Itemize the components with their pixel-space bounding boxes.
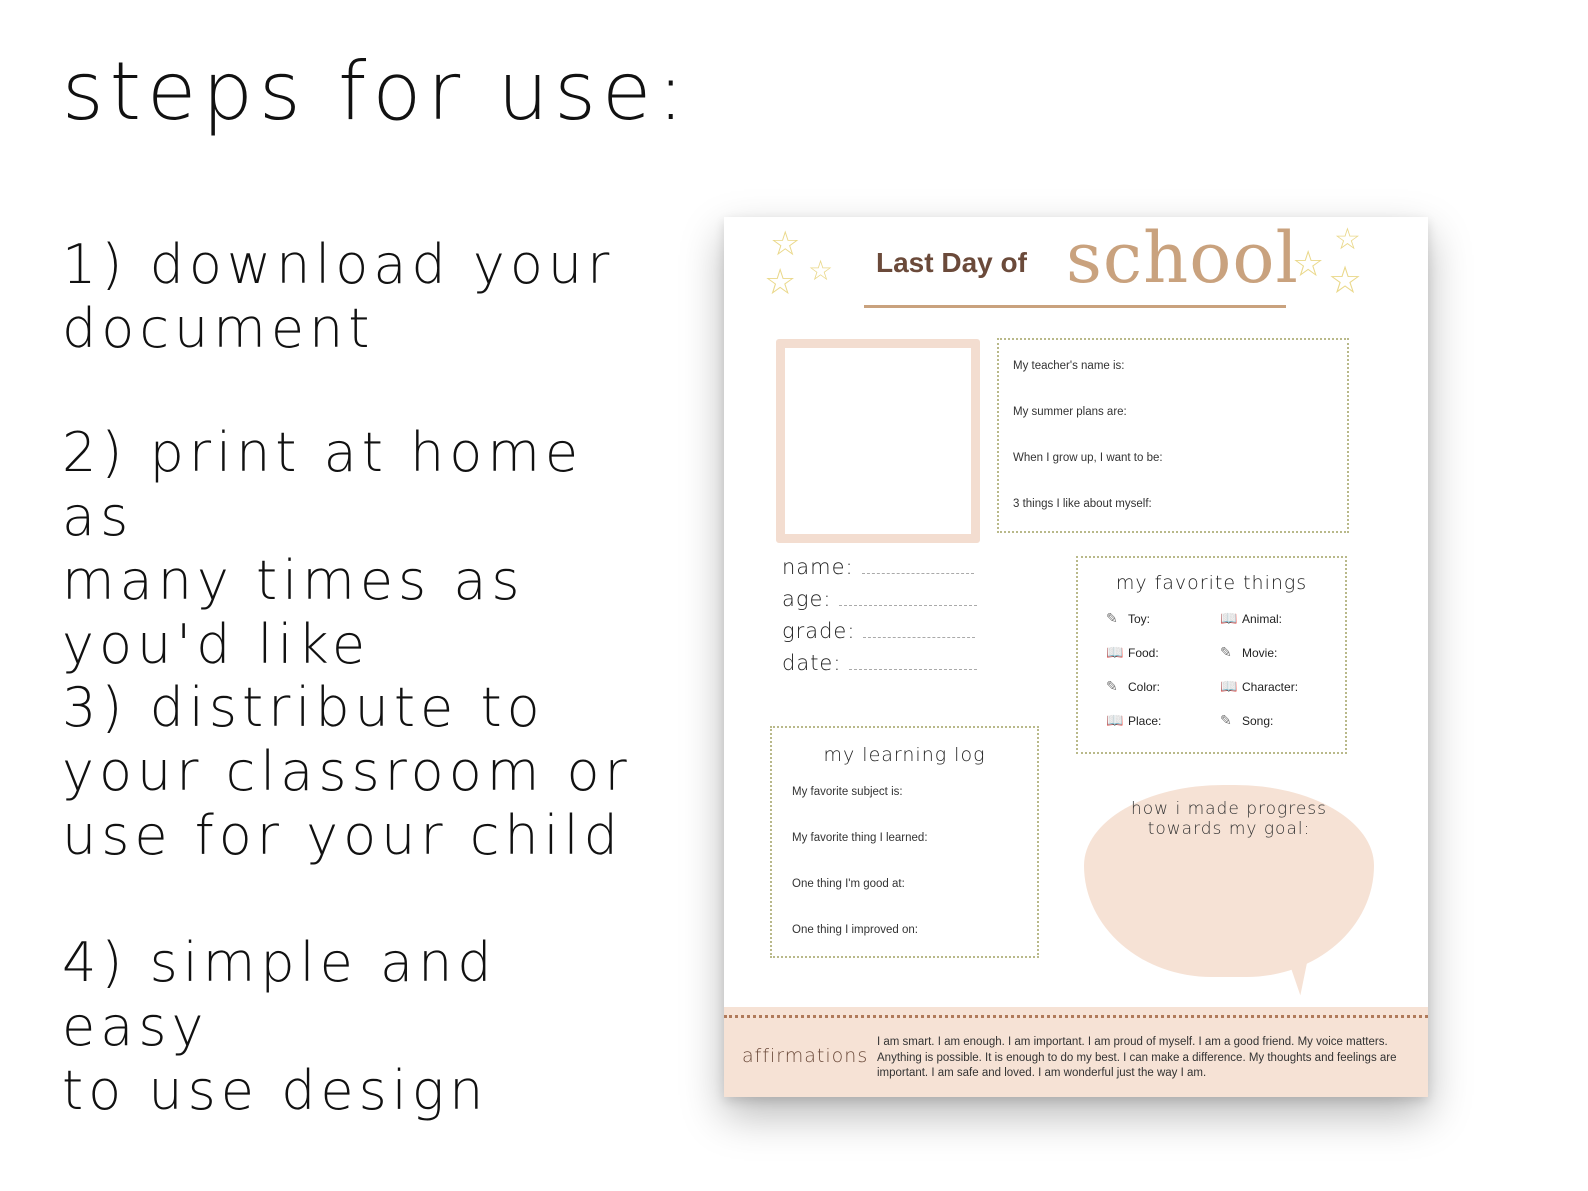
- learning-log-item: One thing I improved on:: [792, 924, 918, 936]
- title-underline: [864, 305, 1286, 308]
- favorite-item: ✎ Color:: [1106, 678, 1161, 694]
- questions-box: [997, 338, 1349, 533]
- book-icon: 📖: [1220, 678, 1238, 694]
- steps-heading: steps for use:: [62, 45, 691, 138]
- question-label: My summer plans are:: [1013, 406, 1127, 418]
- pencil-icon: ✎: [1106, 678, 1118, 694]
- book-icon: 📖: [1106, 712, 1124, 728]
- learning-log-item: My favorite subject is:: [792, 786, 903, 798]
- step-2: 2) print at home as many times as you'd like: [62, 421, 584, 676]
- star-icon: ☆: [1328, 258, 1363, 302]
- star-icon: ☆: [764, 262, 797, 303]
- field-grade: grade:: [782, 619, 975, 643]
- step-4: 4) simple and easy to use design: [62, 931, 497, 1122]
- learning-log-box: [770, 726, 1039, 958]
- question-label: 3 things I like about myself:: [1013, 498, 1152, 510]
- favorites-box: [1076, 556, 1347, 754]
- title-prefix: Last Day of: [876, 247, 1027, 278]
- learning-log-item: One thing I'm good at:: [792, 878, 905, 890]
- star-icon: ☆: [1334, 222, 1361, 257]
- step-3: 3) distribute to your classroom or use for your child: [62, 676, 632, 867]
- star-icon: ☆: [770, 224, 801, 264]
- pencil-icon: ✎: [1106, 610, 1118, 626]
- learning-log-item: My favorite thing I learned:: [792, 832, 928, 844]
- photo-frame: [776, 339, 980, 543]
- question-label: When I grow up, I want to be:: [1013, 452, 1163, 464]
- affirmations-label: affirmations: [742, 1045, 869, 1067]
- star-icon: ☆: [1292, 244, 1325, 285]
- favorite-item: 📖 Character:: [1220, 678, 1299, 694]
- step-1: 1) download your document: [62, 233, 615, 360]
- learning-log-title: my learning log: [823, 744, 986, 766]
- book-icon: 📖: [1106, 644, 1124, 660]
- favorite-item: 📖 Food:: [1106, 644, 1159, 660]
- pencil-icon: ✎: [1220, 712, 1232, 728]
- title-school: school: [1066, 217, 1299, 299]
- favorite-item: ✎ Toy:: [1106, 610, 1151, 626]
- footer-divider: [724, 1015, 1428, 1018]
- favorite-item: 📖 Place:: [1106, 712, 1162, 728]
- book-icon: 📖: [1220, 610, 1238, 626]
- favorite-item: 📖 Animal:: [1220, 610, 1283, 626]
- field-name: name:: [782, 555, 974, 579]
- favorite-item: ✎ Song:: [1220, 712, 1274, 728]
- field-age: age:: [782, 587, 977, 611]
- favorite-item: ✎ Movie:: [1220, 644, 1278, 660]
- worksheet-preview: [724, 217, 1428, 1097]
- field-date: date:: [782, 651, 977, 675]
- progress-prompt: how i made progress towards my goal:: [1130, 799, 1328, 839]
- affirmations-text: I am smart. I am enough. I am important. I am proud of myself. I am a good friend. My voice matters. Anything is possible. It is enough to do my best. I can make a difference. My thoughts and feelings are important. I am safe and loved. I am wonderful just the way I am.: [877, 1036, 1397, 1079]
- pencil-icon: ✎: [1220, 644, 1232, 660]
- question-label: My teacher's name is:: [1013, 360, 1125, 372]
- favorites-title: my favorite things: [1115, 572, 1308, 594]
- star-icon: ☆: [808, 254, 834, 287]
- affirmations-footer: [724, 1007, 1428, 1097]
